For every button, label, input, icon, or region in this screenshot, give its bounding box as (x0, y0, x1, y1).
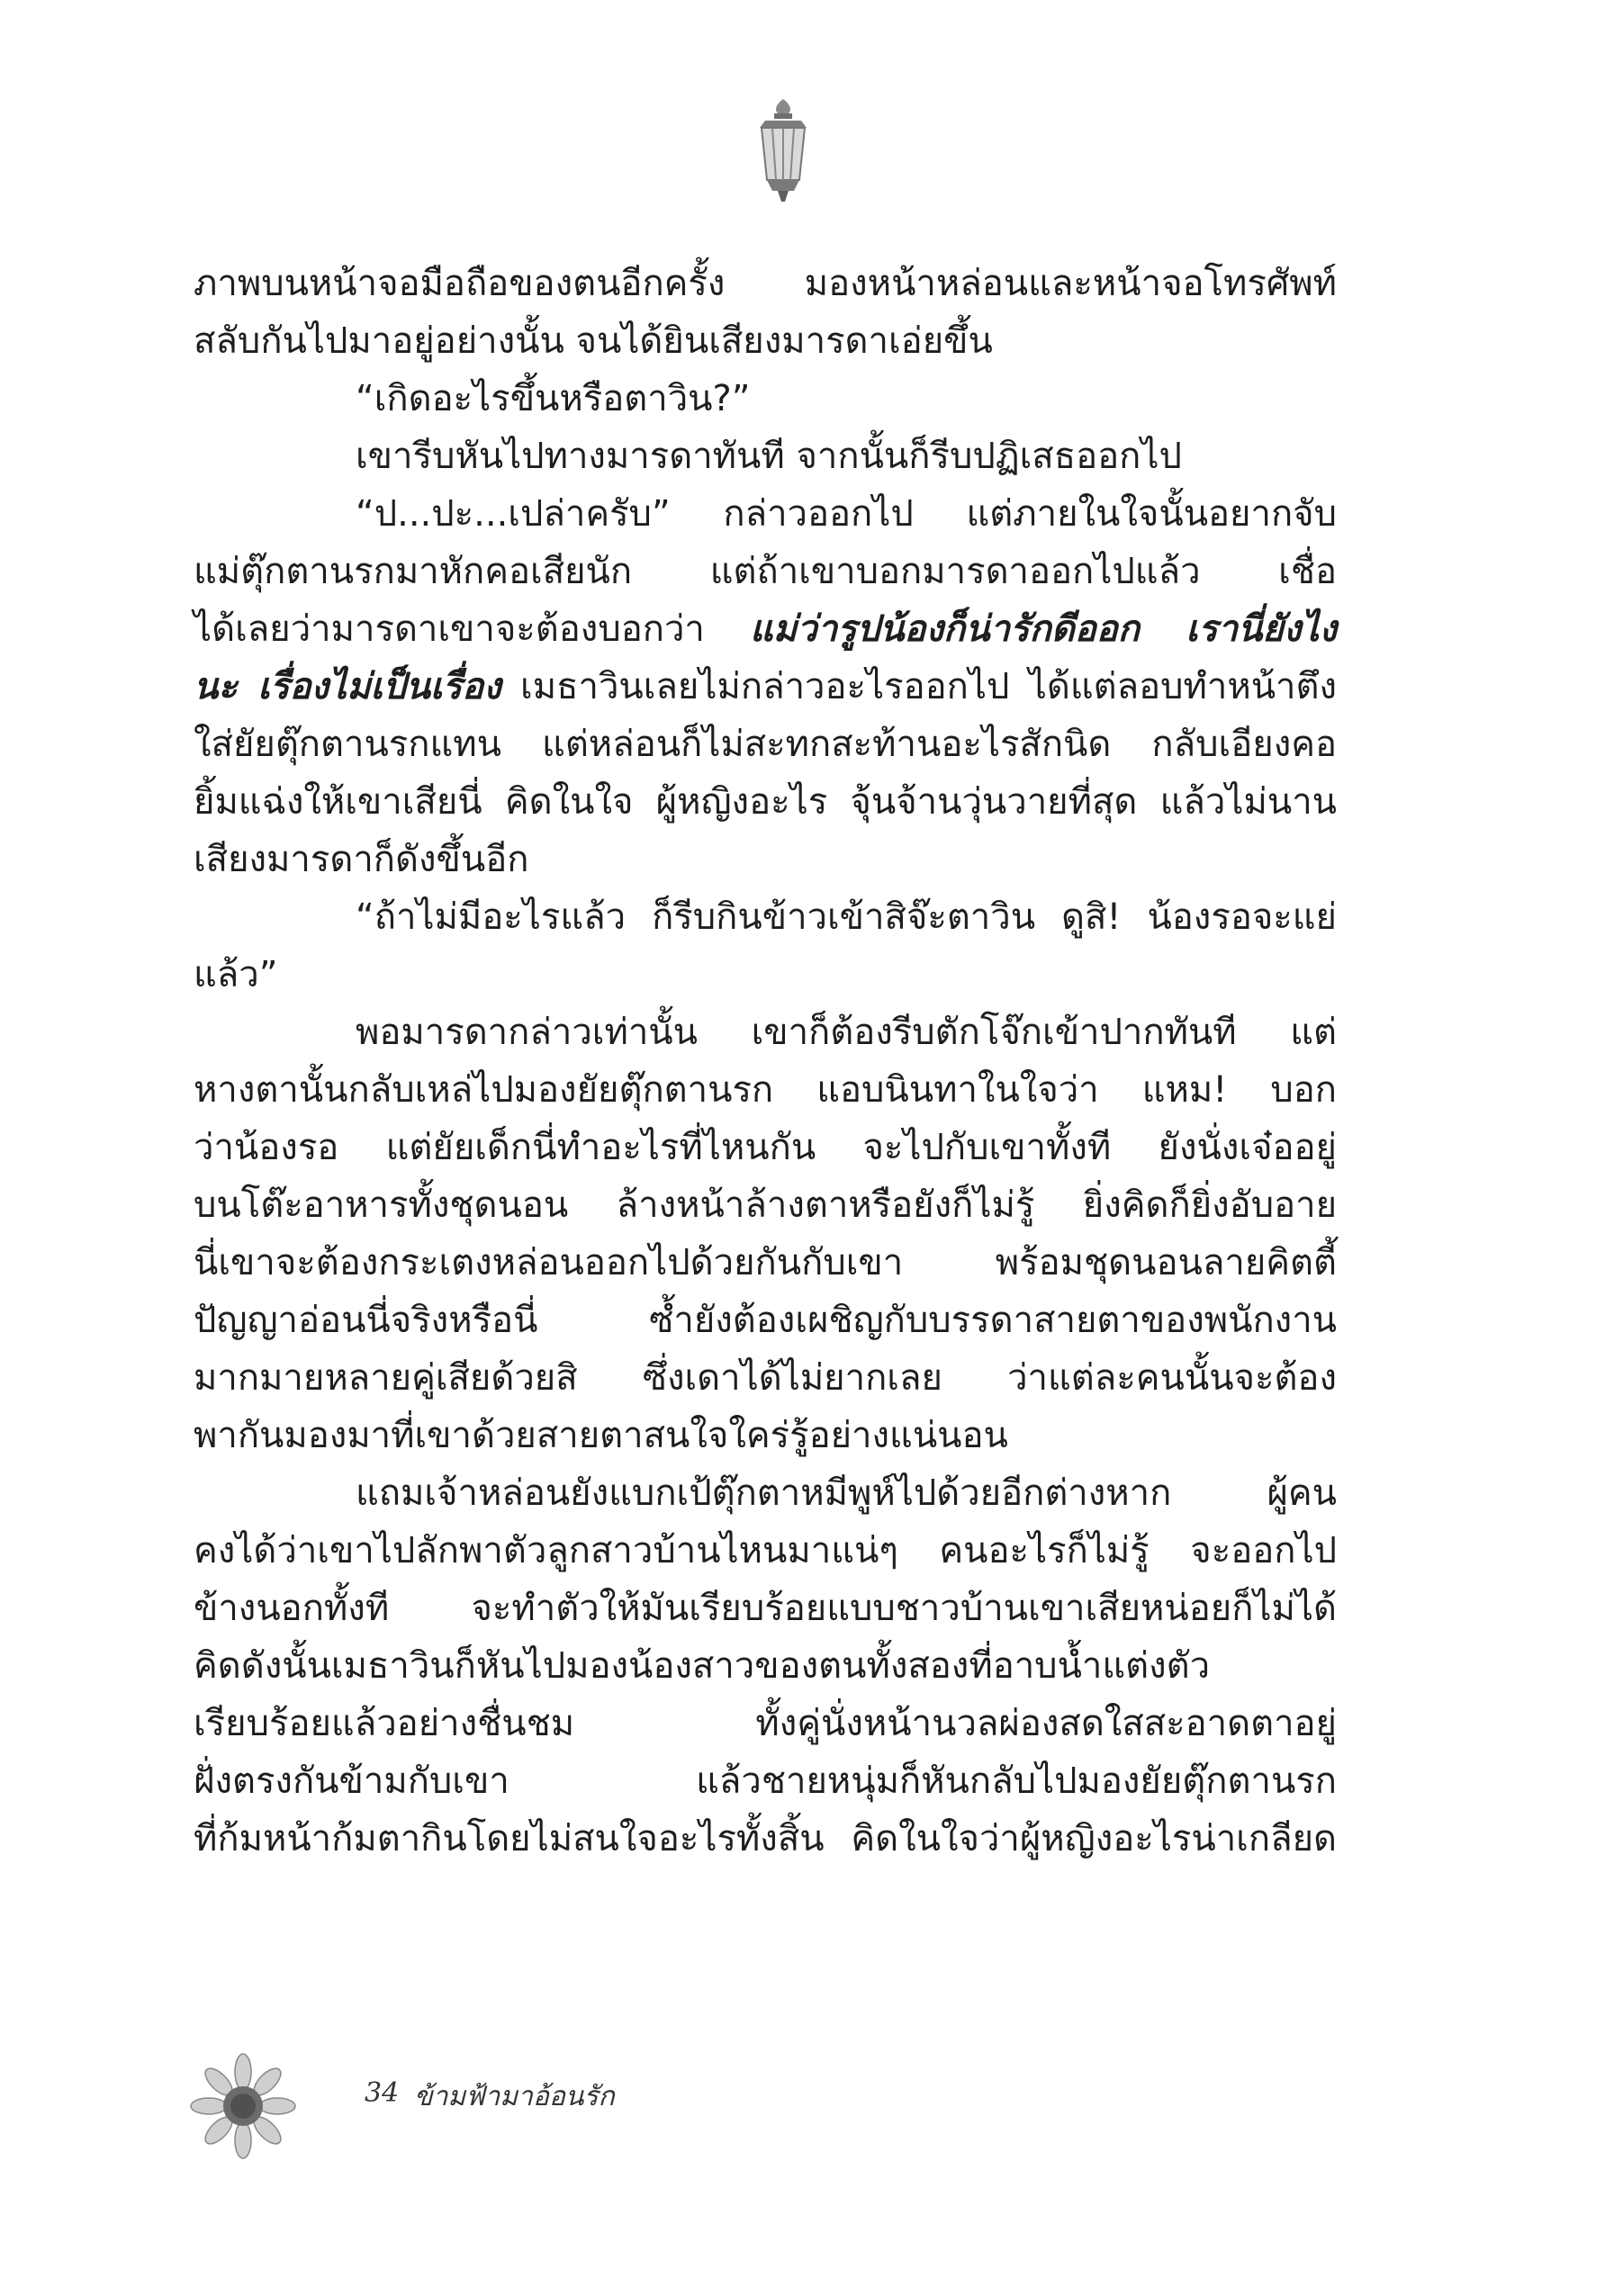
emphasis-text: นะ เรื่องไม่เป็นเรื่อง (194, 666, 501, 707)
text-line: แถมเจ้าหล่อนยังแบกเป้ตุ๊กตาหมีพูห์ไปด้วยอีกต่างหาก ผู้คน (356, 1472, 1337, 1514)
text-line (194, 600, 1337, 658)
emphasis-text: แม่ว่ารูปน้องก็น่ารักดีออก เรานี่ยังไง (750, 608, 1337, 650)
text-line: “เกิดอะไรขึ้นหรือตาวิน?” (356, 378, 751, 419)
text-line: เสียงมารดาก็ดังขึ้นอีก (194, 839, 529, 880)
text-line: บนโต๊ะอาหารทั้งชุดนอน ล้างหน้าล้างตาหรือยังก็ไม่รู้ ยิ่งคิดก็ยิ่งอับอาย (194, 1184, 1337, 1226)
page-number: 34 (365, 2077, 400, 2109)
text-segment: เมธาวินเลยไม่กล่าวอะไรออกไป ได้แต่ลอบทำหน้าตึง (520, 666, 1338, 707)
book-title: ข้ามฟ้ามาอ้อนรัก (414, 2081, 615, 2112)
text-line: คงได้ว่าเขาไปลักพาตัวลูกสาวบ้านไหนมาแน่ๆ คนอะไรก็ไม่รู้ จะออกไป (194, 1530, 1337, 1571)
text-line: ภาพบนหน้าจอมือถือของตนอีกครั้ง มองหน้าหล่อนและหน้าจอโทรศัพท์ (194, 263, 1337, 304)
text-line: นี่เขาจะต้องกระเตงหล่อนออกไปด้วยกันกับเขา พร้อมชุดนอนลายคิตตี้ (194, 1242, 1337, 1283)
text-line: คิดดังนั้นเมธาวินก็หันไปมองน้องสาวของตนทั้งสองที่อาบน้ำแต่งตัว (194, 1645, 1211, 1687)
text-line: สลับกันไปมาอยู่อย่างนั้น จนได้ยินเสียงมารดาเอ่ยขึ้น (194, 320, 993, 362)
text-line: แม่ตุ๊กตานรกมาหักคอเสียนัก แต่ถ้าเขาบอกมารดาออกไปแล้ว เชื่อ (194, 551, 1337, 592)
text-line: หางตานั้นกลับเหล่ไปมองยัยตุ๊กตานรก แอบนินทาในใจว่า แหม! บอก (194, 1069, 1337, 1111)
text-line (194, 658, 1337, 716)
body-text (194, 255, 1337, 1868)
text-line: ข้างนอกทั้งที จะทำตัวให้มันเรียบร้อยแบบชาวบ้านเขาเสียหน่อยก็ไม่ได้ (194, 1588, 1337, 1629)
text-line: “ป...ปะ...เปล่าครับ” กล่าวออกไป แต่ภายในใจนั้นอยากจับ (356, 493, 1337, 535)
text-line: ใส่ยัยตุ๊กตานรกแทน แต่หล่อนก็ไม่สะทกสะท้านอะไรสักนิด กลับเอียงคอ (194, 724, 1337, 765)
text-line: ฝั่งตรงกันข้ามกับเขา แล้วชายหนุ่มก็หันกลับไปมองยัยตุ๊กตานรก (194, 1760, 1337, 1802)
text-line: เขารีบหันไปทางมารดาทันที จากนั้นก็รีบปฏิเสธออกไป (356, 436, 1182, 477)
text-line: ปัญญาอ่อนนี่จริงหรือนี่ ซ้ำยังต้องเผชิญกับบรรดาสายตาของพนักงาน (194, 1300, 1337, 1341)
text-segment: ได้เลยว่ามารดาเขาจะต้องบอกว่า (194, 608, 705, 650)
sunflower-icon (185, 2052, 302, 2160)
text-line: ที่ก้มหน้าก้มตากินโดยไม่สนใจอะไรทั้งสิ้น คิดในใจว่าผู้หญิงอะไรน่าเกลียด (194, 1818, 1337, 1859)
text-line: แล้ว” (194, 954, 278, 995)
page-footer (185, 2052, 815, 2160)
text-line: ว่าน้องรอ แต่ยัยเด็กนี่ทำอะไรที่ไหนกัน จะไปกับเขาทั้งที ยังนั่งเจ๋ออยู่ (194, 1127, 1337, 1168)
text-line: พากันมองมาที่เขาด้วยสายตาสนใจใคร่รู้อย่างแน่นอน (194, 1415, 1008, 1456)
lantern-icon (738, 97, 828, 205)
text-line: เรียบร้อยแล้วอย่างชื่นชม ทั้งคู่นั่งหน้านวลผ่องสดใสสะอาดตาอยู่ (194, 1703, 1337, 1744)
text-line: ยิ้มแฉ่งให้เขาเสียนี่ คิดในใจ ผู้หญิงอะไร จุ้นจ้านวุ่นวายที่สุด แล้วไม่นาน (194, 781, 1337, 823)
text-line: มากมายหลายคู่เสียด้วยสิ ซึ่งเดาได้ไม่ยากเลย ว่าแต่ละคนนั้นจะต้อง (194, 1357, 1337, 1399)
text-line: พอมารดากล่าวเท่านั้น เขาก็ต้องรีบตักโจ๊กเข้าปากทันที แต่ (356, 1012, 1337, 1053)
text-line: “ถ้าไม่มีอะไรแล้ว ก็รีบกินข้าวเข้าสิจ๊ะตาวิน ดูสิ! น้องรอจะแย่ (356, 896, 1337, 938)
